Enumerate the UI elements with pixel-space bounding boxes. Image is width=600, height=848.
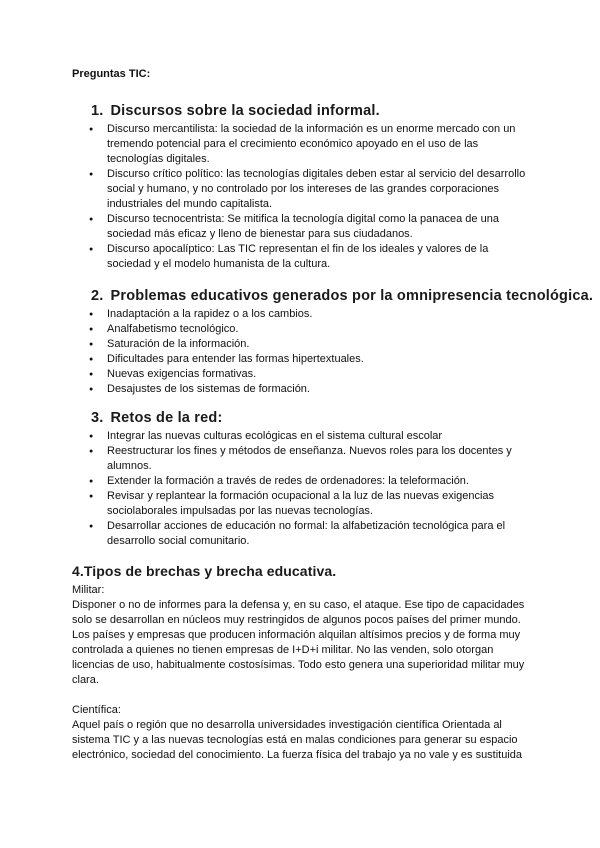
section-retos: [0, 409, 600, 549]
bullet-list: [0, 429, 600, 549]
list-item: ● Extender la formación a través de redes de ordenadores: la teleformación.: [0, 474, 600, 489]
military-label: Militar:: [72, 584, 105, 596]
list-item: ● Desajustes de los sistemas de formación.: [0, 382, 600, 397]
section-number: 2.: [91, 288, 104, 304]
list-item: ● Reestructurar los fines y métodos de enseñanza. Nuevos roles para los docentes y alumnos.: [0, 444, 600, 474]
list-item: ● Revisar y replantear la formación ocupacional a la luz de las nuevas exigencias sociolaborales impulsadas por las nuevas tecnologías.: [0, 489, 600, 519]
list-item: ● Dificultades para entender las formas hipertextuales.: [0, 352, 600, 367]
document-title: Preguntas TIC:: [72, 68, 151, 80]
list-item: ● Analfabetismo tecnológico.: [0, 322, 600, 337]
section-title: Problemas educativos generados por la omnipresencia tecnológica.: [110, 288, 594, 304]
scientific-paragraph: Aquel país o región que no desarrolla universidades investigación científica Orientada al sistema TIC y a las nuevas tecnologías está en malas condiciones para generar su espacio electrónico, sociedad del conocimiento. La fuerza física del trabajo ya no vale y es sustituida: [72, 719, 523, 761]
list-item: ● Discurso tecnocentrista: Se mitifica la tecnología digital como la panacea de una sociedad más eficaz y lleno de bienestar para sus ciudadanos.: [0, 212, 600, 242]
list-item: ● Nuevas exigencias formativas.: [0, 367, 600, 382]
bullet-list: [0, 307, 600, 397]
scientific-block: [72, 703, 532, 763]
list-item: ● Inadaptación a la rapidez o a los cambios.: [0, 307, 600, 322]
section-discursos: [0, 102, 600, 272]
bullet-list: [0, 122, 600, 272]
section-title: Discursos sobre la sociedad informal.: [110, 103, 380, 119]
list-item: ● Integrar las nuevas culturas ecológicas en el sistema cultural escolar: [0, 429, 600, 444]
section-problemas: [0, 287, 600, 397]
list-item: ● Saturación de la información.: [0, 337, 600, 352]
section-heading: [91, 102, 600, 120]
scientific-label: Científica:: [72, 704, 121, 716]
list-item: ● Desarrollar acciones de educación no formal: la alfabetización tecnológica para el desarrollo social comunitario.: [0, 519, 600, 549]
military-paragraph: Disponer o no de informes para la defensa y, en su caso, el ataque. Ese tipo de capacidades solo se desarrollan en núcleos muy restringidos de algunos pocos países del primer mundo. Los países y empresas que producen información alquilan altísimos precios y de forma muy controlada a quienes no tienen empresas de I+D+i militar. No las venden, solo otorgan licencias de uso, habitualmente costosísimas. Todo esto genera una superioridad militar muy clara.: [72, 599, 525, 686]
section-heading: [91, 287, 600, 305]
section-number: 1.: [91, 103, 104, 119]
section-number: 3.: [91, 410, 104, 426]
section-title: Retos de la red:: [110, 410, 223, 426]
military-block: [72, 583, 532, 688]
list-item: ● Discurso apocalíptico: Las TIC representan el fin de los ideales y valores de la sociedad y el modelo humanista de la cultura.: [0, 242, 600, 272]
section-heading-brechas: 4.Tipos de brechas y brecha educativa.: [72, 563, 337, 579]
list-item: ● Discurso mercantilista: la sociedad de la información es un enorme mercado con un tremendo potencial para el crecimiento económico apoyado en el uso de las tecnologías digitales.: [0, 122, 600, 167]
list-item: ● Discurso crítico político: las tecnologías digitales deben estar al servicio del desarrollo social y humano, y no controlado por los intereses de las grandes corporaciones industriales del mundo capitalista.: [0, 167, 600, 212]
section-heading: [91, 409, 600, 427]
